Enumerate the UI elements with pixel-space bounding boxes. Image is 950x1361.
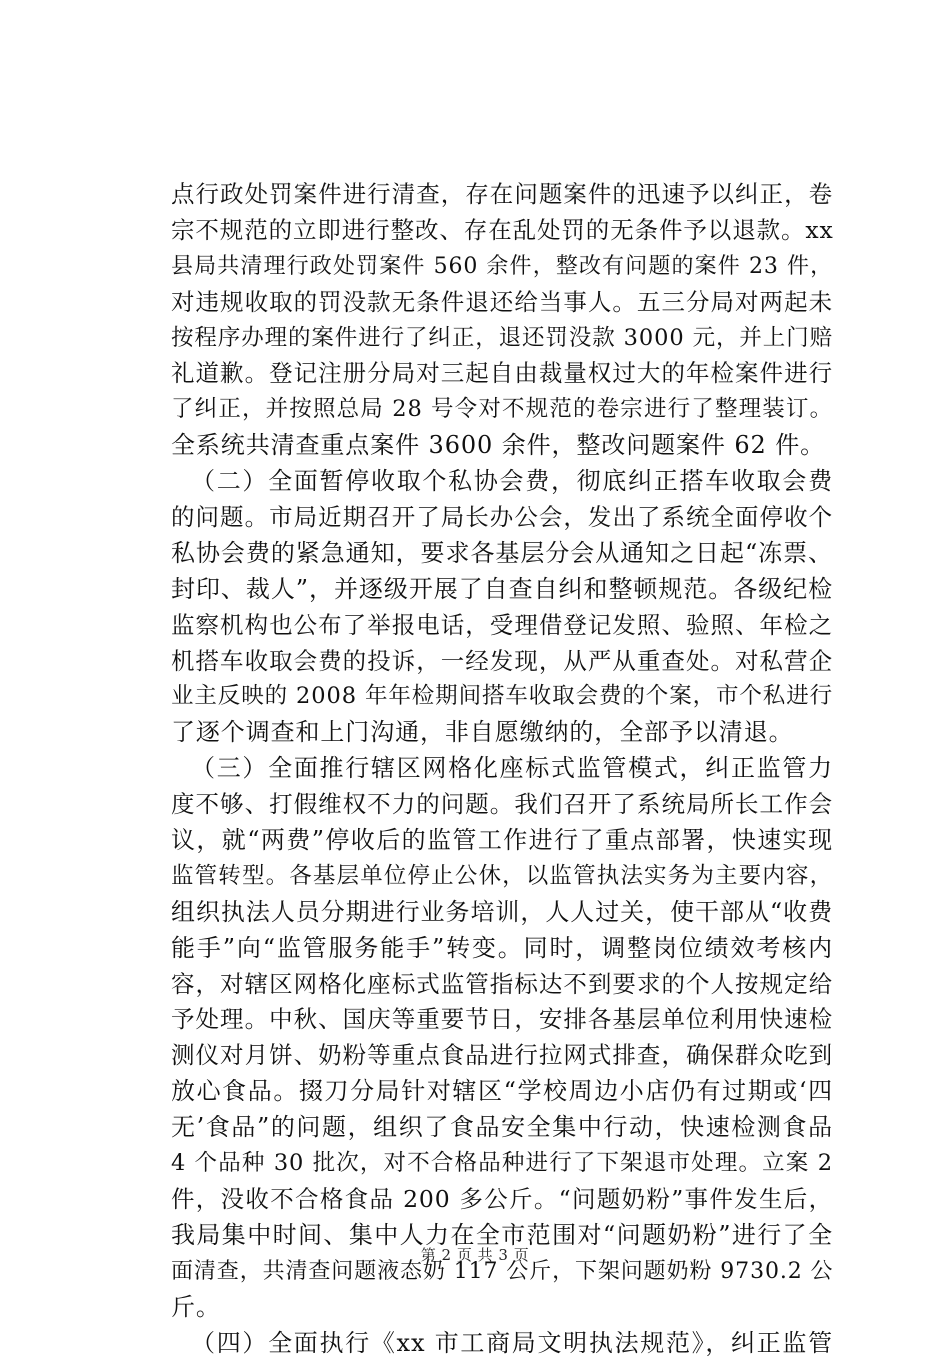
- text-line: 无’食品”的问题，组织了食品安全集中行动，快速检测食品: [171, 1110, 833, 1146]
- text-line: 私协会费的紧急通知，要求各基层分会从通知之日起“冻票、: [171, 536, 833, 572]
- text-line: 度不够、打假维权不力的问题。我们召开了系统局所长工作会: [171, 787, 833, 823]
- text-line: 斤。: [171, 1290, 833, 1326]
- text-line: 测仪对月饼、奶粉等重点食品进行拉网式排查，确保群众吃到: [171, 1038, 833, 1074]
- text-line: 予处理。中秋、国庆等重要节日，安排各基层单位利用快速检: [171, 1002, 833, 1038]
- text-line: 容，对辖区网格化座标式监管指标达不到要求的个人按规定给: [171, 967, 833, 1003]
- text-line: 监察机构也公布了举报电话，受理借登记发照、验照、年检之: [171, 608, 833, 644]
- text-line: 我局集中时间、集中人力在全市范围对“问题奶粉”进行了全: [171, 1218, 833, 1254]
- text-line: 封印、裁人”，并逐级开展了自查自纠和整顿规范。各级纪检: [171, 572, 833, 608]
- text-line: 监管转型。各基层单位停止公休，以监管执法实务为主要内容，: [171, 859, 833, 895]
- paragraph-heading-line: （二）全面暂停收取个私协会费，彻底纠正搭车收取会费: [171, 464, 833, 500]
- text-line: 业主反映的 2008 年年检期间搭车收取会费的个案，市个私进行: [171, 679, 833, 715]
- text-line: 4 个品种 30 批次，对不合格品种进行了下架退市处理。立案 2: [171, 1146, 833, 1182]
- text-line: 件，没收不合格食品 200 多公斤。“问题奶粉”事件发生后，: [171, 1182, 833, 1218]
- text-line: 能手”向“监管服务能手”转变。同时，调整岗位绩效考核内: [171, 931, 833, 967]
- text-line: 的问题。市局近期召开了局长办公会，发出了系统全面停收个: [171, 500, 833, 536]
- text-line: 组织执法人员分期进行业务培训，人人过关，使干部从“收费: [171, 895, 833, 931]
- text-line: 县局共清理行政处罚案件 560 余件，整改有问题的案件 23 件，: [171, 249, 833, 285]
- text-line: 全系统共清查重点案件 3600 余件，整改问题案件 62 件。: [171, 428, 833, 464]
- text-line: 对违规收取的罚没款无条件退还给当事人。五三分局对两起未: [171, 285, 833, 321]
- text-line: 面清查，共清查问题液态奶 117 公斤，下架问题奶粉 9730.2 公: [171, 1254, 833, 1290]
- text-line: 点行政处罚案件进行清查，存在问题案件的迅速予以纠正，卷: [171, 177, 833, 213]
- paragraph-heading-line: （四）全面执行《xx 市工商局文明执法规范》，纠正监管: [171, 1326, 833, 1361]
- page-number-footer: 第 2 页 共 3 页: [0, 1244, 950, 1265]
- text-line: 了纠正，并按照总局 28 号令对不规范的卷宗进行了整理装订。: [171, 392, 833, 428]
- text-line: 按程序办理的案件进行了纠正，退还罚没款 3000 元，并上门赔: [171, 321, 833, 357]
- paragraph-heading-line: （三）全面推行辖区网格化座标式监管模式，纠正监管力: [171, 751, 833, 787]
- text-line: 了逐个调查和上门沟通，非自愿缴纳的，全部予以清退。: [171, 715, 833, 751]
- text-line: 放心食品。掇刀分局针对辖区“学校周边小店仍有过期或‘四: [171, 1074, 833, 1110]
- text-line: 礼道歉。登记注册分局对三起自由裁量权过大的年检案件进行: [171, 356, 833, 392]
- text-line: 宗不规范的立即进行整改、存在乱处罚的无条件予以退款。xx: [171, 213, 833, 249]
- document-body: [171, 177, 833, 1361]
- text-line: 机搭车收取会费的投诉，一经发现，从严从重查处。对私营企: [171, 644, 833, 680]
- text-line: 议，就“两费”停收后的监管工作进行了重点部署，快速实现: [171, 823, 833, 859]
